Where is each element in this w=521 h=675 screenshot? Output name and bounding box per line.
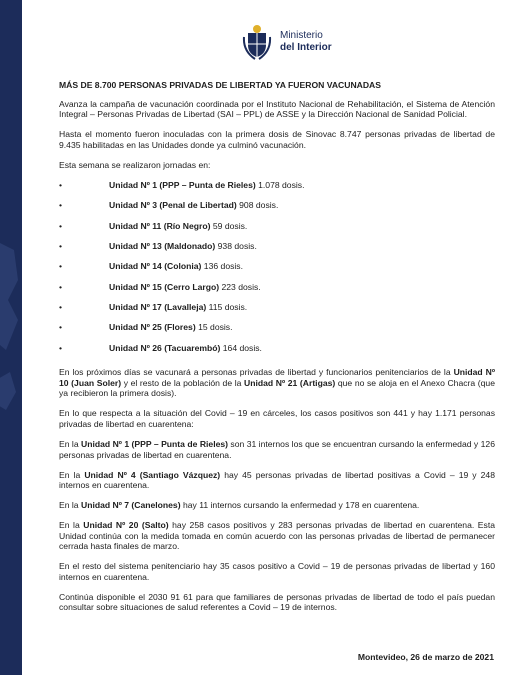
paragraph-covid-summary: En lo que respecta a la situación del Covid – 19 en cárceles, los casos positivos son 441 y hay 1.171 personas privadas de libertad en cuarentena: — [59, 408, 495, 430]
text-run: hay 45 personas privadas de libertad positivas a Covid – 19 y 248 internos en cuarentena. — [59, 469, 495, 491]
unit-name: Unidad Nº 15 (Cerro Largo) — [109, 281, 220, 292]
paragraph-unit-4 — [59, 470, 495, 491]
list-item — [59, 200, 495, 220]
unit-doses: 223 dosis. — [219, 281, 261, 292]
logo-text — [280, 30, 332, 54]
list-item — [59, 221, 495, 241]
text-run: hay 258 casos positivos y 283 personas privadas de libertad en cuarentena. Esta Unidad continúa con la medida tomada en común acuerdo con las personas privadas de libertad de permanecer cerrada hasta finales de marzo. — [59, 520, 495, 552]
list-item — [59, 282, 495, 302]
unit-name: Unidad Nº 17 (Lavalleja) — [109, 302, 207, 313]
text-run: En la — [59, 439, 82, 449]
unit-name: Unidad Nº 20 (Salto) — [83, 520, 169, 531]
unit-doses: 908 dosis. — [236, 200, 279, 211]
paragraph-unit-7 — [59, 500, 495, 511]
logo-line-1: Ministerio — [280, 30, 323, 41]
logo-line-2: del Interior — [280, 42, 332, 53]
text-run: En los próximos días se vacunará a personas privadas de libertad y funcionarios penitenciarios de la — [59, 367, 454, 378]
paragraph-upcoming — [59, 367, 495, 399]
list-item — [59, 261, 495, 281]
unit-name: Unidad Nº 10 (Juan Soler) — [59, 367, 495, 388]
sidebar-band — [0, 0, 22, 675]
unit-name: Unidad Nº 21 (Artigas) — [244, 377, 336, 388]
unit-doses: 164 dosis. — [220, 342, 262, 353]
unit-doses: 938 dosis. — [215, 240, 257, 251]
text-run: En la — [59, 500, 81, 511]
unit-name: Unidad Nº 25 (Flores) — [109, 322, 196, 333]
list-item — [59, 302, 495, 322]
unit-name: Unidad Nº 26 (Tacuarembó) — [109, 342, 221, 353]
unit-doses: 59 dosis. — [210, 220, 248, 231]
unit-name: Unidad Nº 14 (Colonia) — [109, 261, 202, 272]
text-run: En la — [59, 469, 85, 480]
unit-doses: 115 dosis. — [206, 302, 248, 313]
list-item — [59, 343, 495, 363]
unit-name: Unidad Nº 7 (Canelones) — [80, 500, 181, 511]
unit-name: Unidad Nº 1 (PPP – Punta de Rieles) — [81, 439, 228, 449]
unit-doses: 1.078 dosis. — [255, 179, 305, 190]
paragraph-rest-of-system: En el resto del sistema penitenciario hay 35 casos positivo a Covid – 19 de personas privadas de libertad y 160 internos en cuarentena. — [59, 561, 495, 582]
page-title: MÁS DE 8.700 PERSONAS PRIVADAS DE LIBERTAD YA FUERON VACUNADAS — [59, 80, 381, 90]
paragraph-hotline: Continúa disponible el 2030 91 61 para que familiares de personas privadas de libertad de todo el país puedan consultar sobre situaciones de salud referentes a Covid – 19 de internos. — [59, 591, 495, 613]
ministry-logo — [242, 22, 332, 62]
unit-doses: 15 dosis. — [195, 322, 233, 333]
signature-date: Montevideo, 26 de marzo de 2021 — [357, 652, 494, 662]
unit-name: Unidad Nº 3 (Penal de Libertad) — [109, 200, 237, 211]
coat-of-arms-icon — [242, 23, 272, 61]
text-run: y el resto de la población de la — [121, 377, 245, 388]
unit-doses: 136 dosis. — [201, 261, 243, 272]
unit-name: Unidad Nº 1 (PPP – Punta de Rieles) — [109, 179, 256, 190]
unit-name: Unidad Nº 11 (Río Negro) — [109, 220, 211, 231]
list-item — [59, 322, 495, 342]
text-run: hay 11 internos cursando la enfermedad y 178 en cuarentena. — [180, 500, 420, 511]
unit-name: Unidad Nº 13 (Maldonado) — [109, 240, 216, 251]
text-run: En la — [59, 520, 84, 531]
list-item — [59, 180, 495, 200]
text-run: que no se aloja en el Anexo Chacra (que ya recibieron la primera dosis). — [59, 377, 495, 399]
unit-name: Unidad Nº 4 (Santiago Vázquez) — [84, 469, 221, 480]
units-list — [59, 180, 495, 364]
paragraph-doses: Hasta el momento fueron inoculadas con la primera dosis de Sinovac 8.747 personas privadas de libertad de 9.435 habilitadas en las Unidades donde ya culminó vacunación. — [59, 129, 495, 150]
emblem-watermark — [0, 0, 22, 675]
press-release-body — [59, 80, 495, 622]
paragraph-intro: Avanza la campaña de vacunación coordinada por el Instituto Nacional de Rehabilitación, el Sistema de Atención Integral – Personas Privadas de Libertad (SAI – PPL) de ASSE y la Dirección Nacional de Sanidad Policial. — [59, 98, 495, 120]
text-run: son 31 internos los que se encuentran cursando la enfermedad y 126 personas privadas de libertad en cuarentena. — [59, 439, 495, 460]
paragraph-unit-1 — [59, 439, 495, 460]
paragraph-units-intro: Esta semana se realizaron jornadas en: — [59, 159, 211, 170]
list-item — [59, 241, 495, 261]
paragraph-unit-20 — [59, 520, 495, 552]
